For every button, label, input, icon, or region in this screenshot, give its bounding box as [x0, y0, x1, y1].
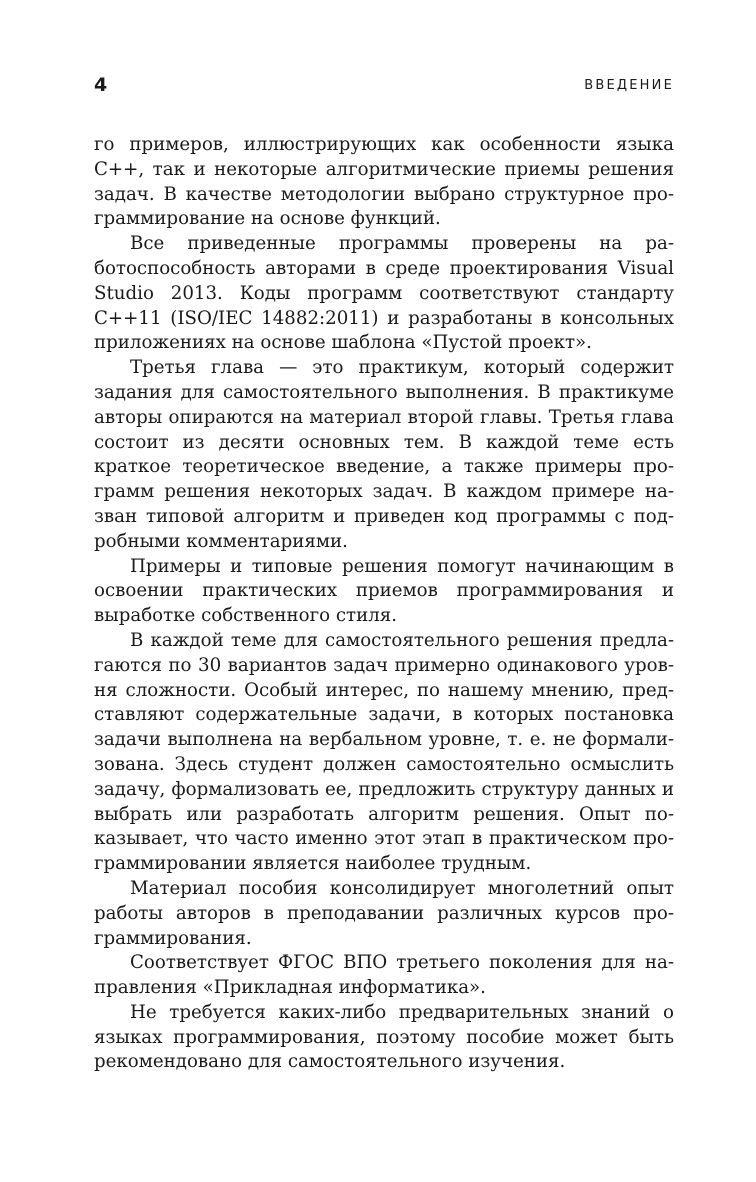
running-head: [94, 74, 674, 98]
paragraph: Не требуется каких-либо предварительных знаний о языках программирования, поэтому пособие может быть рекомендовано для самостоятельного изучения.: [94, 1001, 674, 1073]
paragraph: Соответствует ФГОС ВПО третьего поколения для направления «Прикладная информатика».: [94, 952, 674, 999]
page-number: 4: [94, 74, 108, 96]
paragraph: Третья глава — это практикум, который содержит задания для самостоятельного выполнения. В практикуме авторы опираются на материал второй главы. Третья глава состоит из десяти основных тем. В каждой теме есть краткое теоретическое введение, а также примеры программ решения некоторых задач. В каждом примере назван типовой алгоритм и приведен код программы с подробными комментариями.: [94, 357, 674, 552]
paragraph: Материал пособия консолидирует многолетний опыт работы авторов в преподавании различных курсов программирования.: [94, 877, 674, 949]
paragraph-continuation: го примеров, иллюстрирующих как особенности языка C++, так и некоторые алгоритмические приемы решения задач. В качестве методологии выбрано структурное программирование на основе функций.: [94, 134, 674, 230]
paragraph: Примеры и типовые решения помогут начинающим в освоении практических приемов программирования и выработке собственного стиля.: [94, 555, 674, 627]
paragraph: В каждой теме для самостоятельного решения предлагаются по 30 вариантов задач примерно одинакового уровня сложности. Особый интерес, по нашему мнению, представляют содержательные задачи, в которых постановка задачи выполнена на вербальном уровне, т. е. не формализована. Здесь студент должен самостоятельно осмыслить задачу, формализовать ее, предложить структуру данных и выбрать или разработать алгоритм решения. Опыт показывает, что часто именно этот этап в практическом программировании является наиболее трудным.: [94, 629, 674, 875]
body-text: [94, 133, 674, 1075]
paragraph: Все приведенные программы проверены на работоспособность авторами в среде проектирования Visual Studio 2013. Коды программ соответствуют стандарту C++11 (ISO/IEC 14882:2011) и разработаны в консольных приложениях на основе шаблона «Пустой проект».: [94, 233, 674, 354]
section-title: ВВЕДЕНИЕ: [584, 78, 674, 93]
